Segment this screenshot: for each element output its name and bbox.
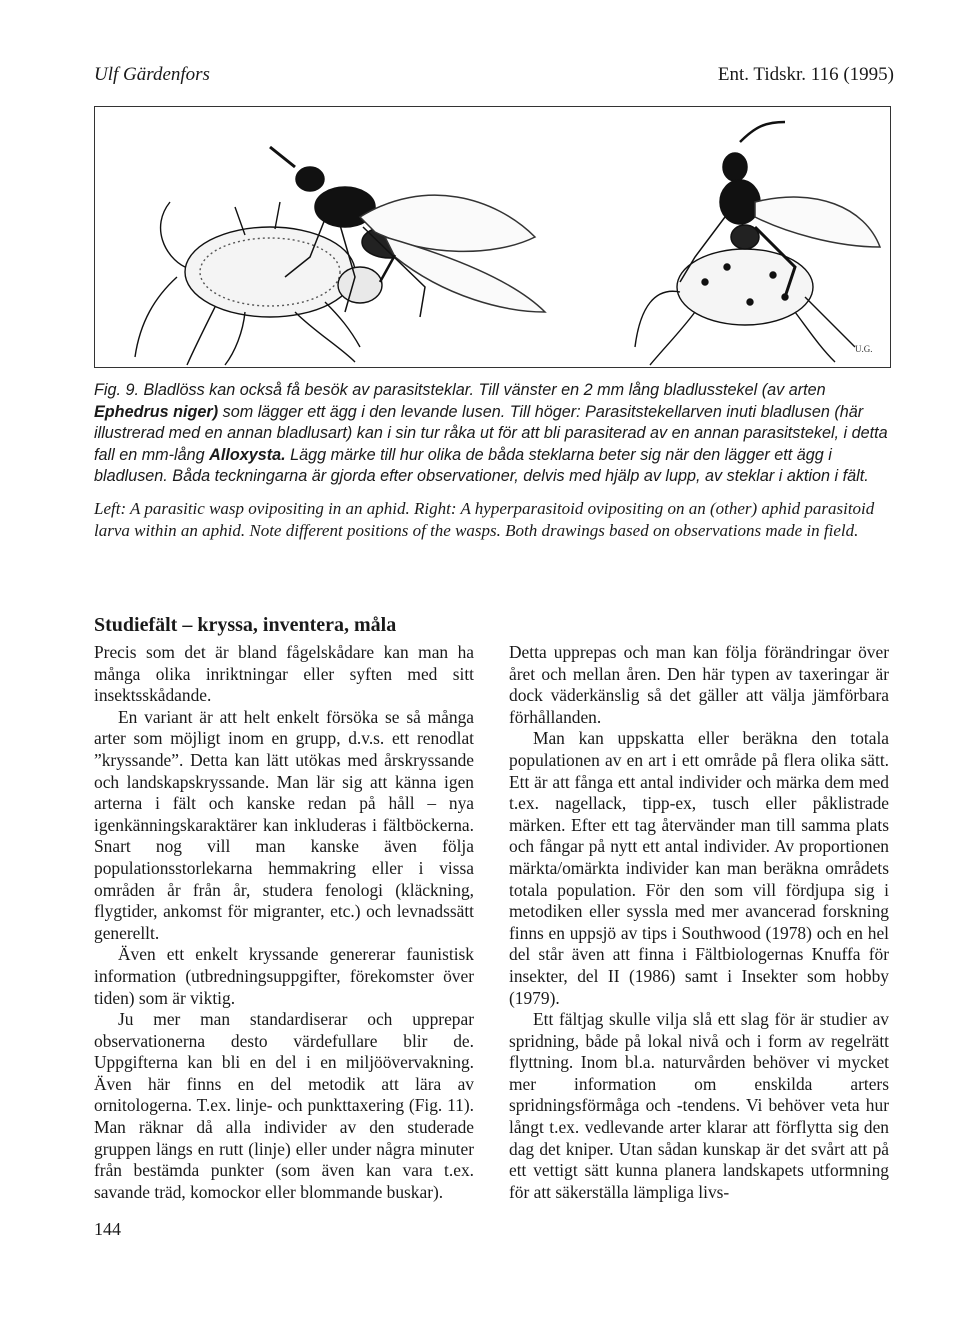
figure-caption-swedish <box>94 380 894 488</box>
caption-sv-species-1: Ephedrus niger) <box>94 402 219 421</box>
text-column-right <box>509 642 889 1203</box>
figure-9 <box>94 106 891 368</box>
artist-initials: U.G. <box>855 344 873 354</box>
caption-sv-part-1: Fig. 9. Bladlöss kan också få besök av parasitsteklar. Till vänster en 2 mm lång bladlusstekel (av arten <box>94 381 826 399</box>
running-header-journal: Ent. Tidskr. 116 (1995) <box>717 64 894 85</box>
figure-illustration <box>95 107 890 367</box>
paragraph: Detta upprepas och man kan följa förändringar över året och mellan åren. Den här typen av taxeringar är dock väderkänslig så det gäller att välja jämförbara förhållanden. <box>509 642 889 727</box>
page-number: 144 <box>94 1219 121 1239</box>
figure-caption-english: Left: A parasitic wasp ovipositing in an aphid. Right: A hyperparasitoid ovipositing on an (other) aphid parasitoid larva within an aphid. Note different positions of the wasps. Both drawings based on observations made in field. <box>94 499 875 540</box>
caption-sv-part-3: Lägg märke till hur olika de båda steklarna beter sig när den lägger ett ägg i bladlusen. Båda teckningarna är gjorda efter observationer, delvis med hjälp av lupp, av steklar i aktion i fält. <box>94 445 869 486</box>
paragraph: En variant är att helt enkelt försöka se så många arter som möjligt inom en grupp, d.v.s. ett renodlat ”kryssande”. Detta kan lätt utökas med årskryssande och landskapskryssande. Man lär sig att känna igen arterna i fält och kanske redan på håll – nya igenkänningskaraktärer kan inkluderas i fältböckerna. Snart nog vill man kanske även följa populationsstorlekarna hemmakring eller i vissa områden år från år, studera fenologi (kläckning, flygtider, ankomst för migranter, etc.) och levnadssätt generellt. <box>94 706 474 943</box>
aphid-right-illustration <box>635 249 855 365</box>
text-column-left <box>94 642 474 1203</box>
running-header-author: Ulf Gärdenfors <box>94 64 210 85</box>
paragraph: Precis som det är bland fågelskådare kan man ha många olika inriktningar eller syften med sitt insektsskådande. <box>94 642 474 706</box>
paragraph: Ett fältjag skulle vilja slå ett slag för är studier av spridning, både på lokal nivå och i form av regelrätt flyttning. Inom bl.a. naturvården behöver vi mycket mer information om enskilda arters spridningsförmåga och -tendens. Vi behöver veta hur långt t.ex. vedlevande arter klarar att förflytta sig den dag det kniper. Utan sådan kunskap är det svårt att på ett vettigt sätt kunna planera landskapets utformning för att säkerställa lämpliga livs- <box>509 1009 889 1202</box>
paragraph: Även ett enkelt kryssande genererar faunistisk information (utbredningsuppgifter, förekomster över tiden) som är viktig. <box>94 944 474 1008</box>
paragraph: Man kan uppskatta eller beräkna den totala populationen av en art i ett område på flera olika sätt. Ett är att fånga ett antal individer och märka dem med t.ex. nagellack, tipp-ex, tusch eller påklistrade märken. Efter ett tag återvänder man till samma plats och fångar på nytt ett antal individer. Av proportionen märkta/omärkta individer kan man beräkna områdets totala population. För den som vill fördjupa sig i metodiken eller syssla med mer avancerad forskning finns en uppsjö av tips i Southwood (1978) och en hel del står även att finna i Fältbiologernas Knuffa för insekter, del II (1986) samt i Insekter som hobby (1979). <box>509 728 889 1008</box>
caption-sv-species-2: Alloxysta. <box>209 445 286 464</box>
section-heading: Studiefält – kryssa, inventera, måla <box>94 614 397 636</box>
caption-sv-part-2: som lägger ett ägg i den levande lusen. Till höger: Parasitstekellarven inuti bladlusen (här illustrerad med en annan bladlusart) kan i sin tur råka ut för att bli parasiterad av en annan parasitstekel, i detta fall en mm-lång <box>94 402 888 464</box>
paragraph: Ju mer man standardiserar och upprepar observationerna desto värdefullare blir de. Uppgifterna kan bli en del i en miljöövervakning. Även här finns en del metodik att lära av ornitologerna. T.ex. linje- och punkttaxering (Fig. 11). Man räknar då alla individer av den studerade gruppen längs en rutt (linje) eller under några minuter från bestämda punkter (som även kan vara t.ex. savande träd, komockor eller blommande buskar). <box>94 1009 474 1202</box>
